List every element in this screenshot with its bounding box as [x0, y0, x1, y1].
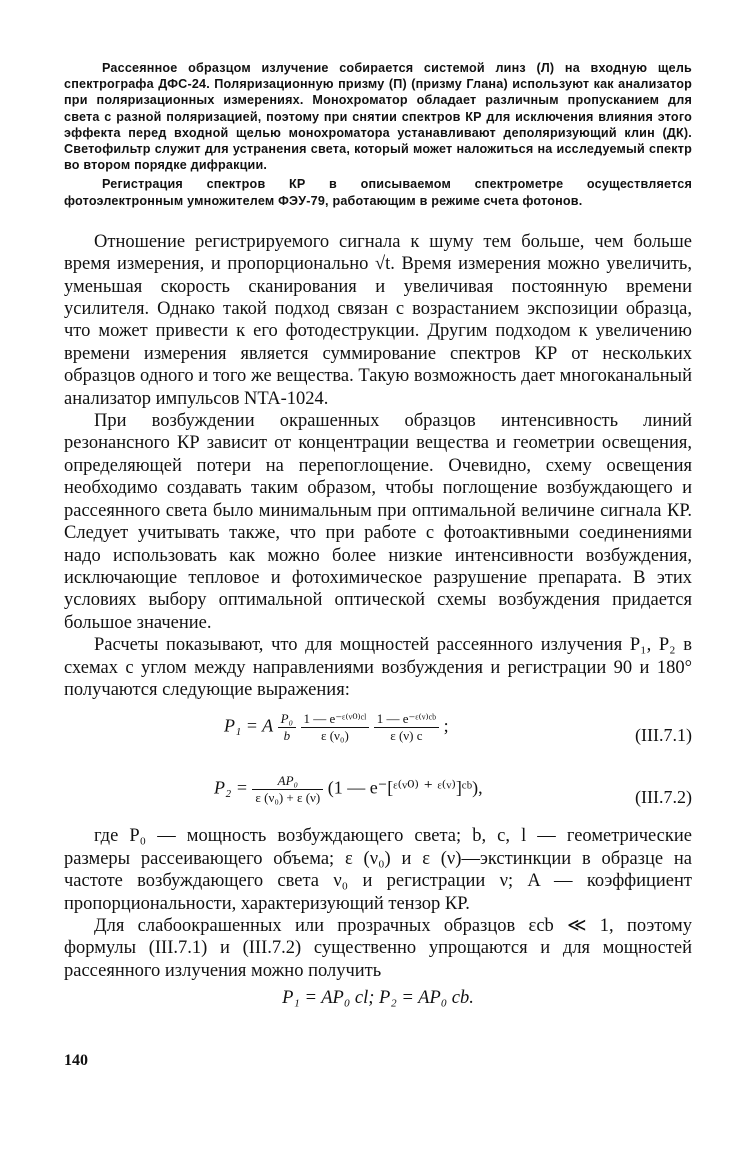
formula-1-frac-3-den: ε (ν) c [390, 728, 423, 744]
formula-2-lhs: P₂ = [214, 777, 248, 798]
formula-1-frac-3 [374, 711, 439, 744]
formula-1-frac-3-num: 1 — e⁻ᵋ⁽ᵛ⁾ᶜᵇ [374, 711, 439, 728]
formula-2-frac [252, 773, 323, 806]
formula-1-frac-1 [278, 711, 296, 744]
formula-1-frac-2-den: ε (ν₀) [321, 728, 349, 744]
formula-2-frac-den: ε (ν₀) + ε (ν) [255, 790, 321, 806]
formula-1-frac-2-num: 1 — e⁻ᵋ⁽ᵛ⁰⁾ᶜˡ [301, 711, 370, 728]
note-paragraph-2: Регистрация спектров КР в описываемом спектрометре осуществляется фотоэлектронным умножителем ФЭУ-79, работающим в режиме счета фотонов. [64, 177, 692, 208]
formula-1-frac-1-den: b [283, 728, 291, 744]
body-paragraph-4: где P₀ — мощность возбуждающего света; b, c, l — геометрические размеры рассеивающего объема; ε (ν₀) и ε (ν)—экстинкции в образце на частоте возбуждающего света ν₀ и регистрации ν; A — коэффициент пропорциональности, характеризующий тензор КР. [64, 826, 692, 914]
formula-III-7-2 [64, 773, 692, 825]
page-content [64, 60, 692, 1009]
formula-1-frac-1-num: P₀ [278, 711, 296, 728]
body-paragraph-5: Для слабоокрашенных или прозрачных образцов εcb ≪ 1, поэтому формулы (III.7.1) и (III.7.2) существенно упрощаются и для мощностей рассеянного излучения можно получить [64, 915, 692, 981]
formula-1-frac-2 [301, 711, 370, 744]
formula-1-tail: ; [443, 715, 449, 736]
note-paragraph-1: Рассеянное образцом излучение собирается системой линз (Л) на входную щель спектрографа ДФС-24. Поляризационную призму (П) (призму Глана) используют как анализатор при поляризационных измерениях. Монохроматор обладает различным пропусканием для света с разной поляризацией, поэтому при снятии спектров КР для исключения влияния этого эффекта перед входной щелью монохроматора устанавливают деполяризующий клин (ДК). Светофильтр служит для устранения света, который может наложиться на исследуемый спектр во втором порядке дифракции. [64, 61, 692, 173]
page-number: 140 [64, 1052, 88, 1069]
formula-1-lhs: P₁ = A [224, 715, 274, 736]
body-paragraph-1: Отношение регистрируемого сигнала к шуму тем больше, чем больше время измерения, и пропорционально √t. Время измерения можно увеличить, уменьшая скорость сканирования и увеличивая постоянную времени усилителя. Однако такой подход связан с возрастанием экспозиции образца, что может привести к его фотодеструкции. Другим подходом к увеличению времени измерения является суммирование спектров КР от нескольких образцов одного и того же вещества. Такую возможность дает многоканальный анализатор импульсов NTA-1024. [64, 231, 692, 409]
final-formula: P₁ = AP₀ cl; P₂ = AP₀ cb. [282, 988, 474, 1009]
body-paragraph-2: При возбуждении окрашенных образцов интенсивность линий резонансного КР зависит от концентрации вещества и геометрии освещения, определяющей потери на перепоглощение. Очевидно, схему освещения необходимо создавать таким образом, чтобы поглощение возбуждающего и рассеянного света было минимальным при оптимальной величине сигнала КР. Следует учитывать также, что при работе с фотоактивными соединениями надо использовать как можно более низкие интенсивности возбуждения, исключающие тепловое и фотохимическое разрушение препарата. В этих условиях выбору оптимальной оптической схемы возбуждения придается большое значение. [64, 411, 692, 633]
formula-2-frac-num: AP₀ [252, 773, 323, 790]
body-paragraph-3: Расчеты показывают, что для мощностей рассеянного излучения P₁, P₂ в схемах с углом между направлениями возбуждения и регистрации 90 и 180° получаются следующие выражения: [64, 635, 692, 700]
formula-2-tail: (1 — e⁻[ᵋ⁽ᵛ⁰⁾ ⁺ ᵋ⁽ᵛ⁾]ᶜᵇ), [327, 777, 483, 798]
formula-1-number: (III.7.1) [635, 725, 692, 746]
formula-2-number: (III.7.2) [635, 787, 692, 808]
formula-III-7-1 [64, 711, 692, 763]
